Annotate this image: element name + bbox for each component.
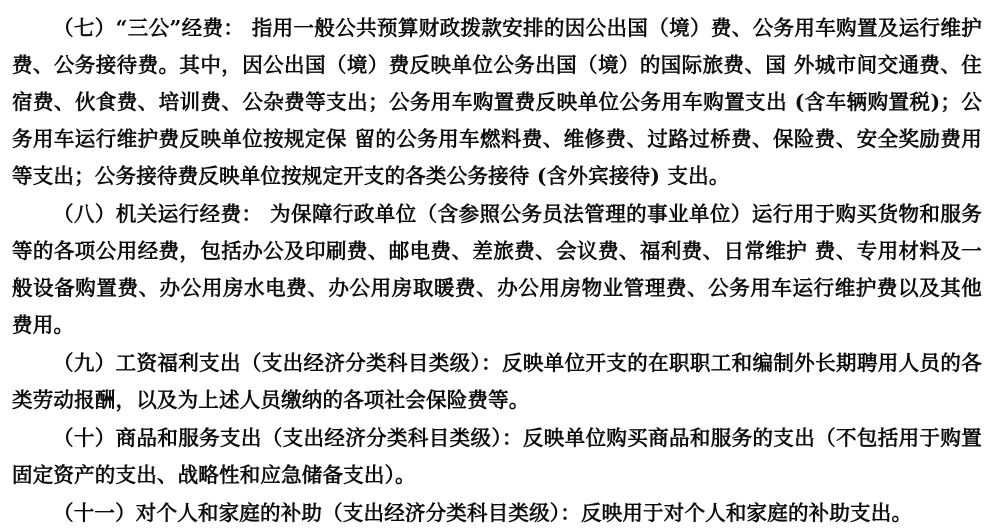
paragraph-seven: （七）“三公”经费： 指用一般公共预算财政拨款安排的因公出国（境）费、公务用车购置及运行维护费、公务接待费。其中，因公出国（境）费反映单位公务出国（境）的国际旅费、国 外城市间交通费、住宿费、伙食费、培训费、公杂费等支出；公务用车购置费反映单位公务用车购置支出 (含车辆购置税)；公务用车运行维护费反映单位按规定保 留的公务用车燃料费、维修费、过路过桥费、保险费、安全奖励费用等支出；公务接待费反映单位按规定开支的各类公务接待 (含外宾接待) 支出。 xyxy=(12,16,982,188)
paragraph-nine: （九）工资福利支出（支出经济分类科目类级）：反映单位开支的在职职工和编制外长期聘用人员的各类劳动报酬，以及为上述人员缴纳的各项社会保险费等。 xyxy=(12,351,982,412)
paragraph-eight: （八）机关运行经费： 为保障行政单位（含参照公务员法管理的事业单位）运行用于购买货物和服务等的各项公用经费，包括办公及印刷费、邮电费、差旅费、会议费、福利费、日常维护 费、专用材料及一般设备购置费、办公用房水电费、办公用房取暖费、办公用房物业管理费、公务用车运行维护费以及其他费用。 xyxy=(12,202,982,337)
paragraph-ten: （十）商品和服务支出（支出经济分类科目类级）：反映单位购买商品和服务的支出（不包括用于购置固定资产的支出、战略性和应急储备支出）。 xyxy=(12,426,982,487)
paragraph-eleven: （十一）对个人和家庭的补助（支出经济分类科目类级）：反映用于对个人和家庭的补助支出。 xyxy=(53,501,913,525)
